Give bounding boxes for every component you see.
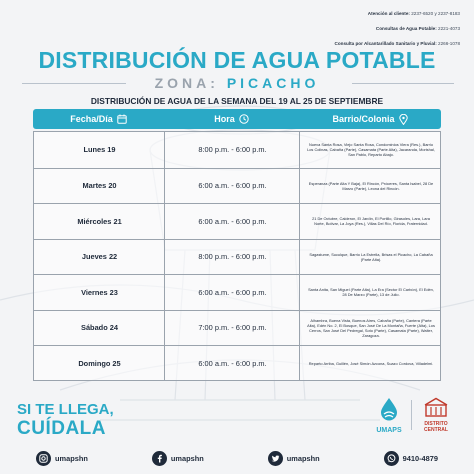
distribution-table (33, 109, 441, 381)
umaps-logo-text: UMAPS (376, 427, 402, 434)
hour-cell: 6:00 a.m. - 6:00 p.m. (198, 216, 267, 226)
whatsapp-icon (384, 451, 399, 466)
social-instagram[interactable] (36, 451, 88, 466)
location-pin-icon (399, 114, 408, 125)
social-footer (0, 442, 474, 474)
social-twitter[interactable] (268, 451, 320, 466)
hour-cell: 8:00 p.m. - 6:00 p.m. (198, 145, 267, 155)
table-row (34, 132, 440, 168)
header-hour (164, 109, 299, 129)
social-facebook[interactable] (152, 451, 204, 466)
day-cell: Lunes 19 (83, 145, 116, 155)
hour-cell: 6:00 a.m. - 6:00 p.m. (198, 287, 267, 297)
distrito-central-logo (416, 397, 456, 433)
week-subtitle: DISTRIBUCIÓN DE AGUA DE LA SEMANA DEL 19 AL 25 DE SEPTIEMBRE (90, 96, 384, 106)
city-hall-logo-icon (424, 397, 448, 417)
header-neighborhood (299, 109, 441, 129)
table-header (33, 109, 441, 129)
distrito-logo-line-2: CENTRAL (424, 426, 448, 433)
day-cell: Martes 20 (82, 181, 117, 191)
neighborhood-cell: 21 De Octubre, Calderon, El Jardín, El Portillo, Girasoles, Lara, Lara Norte, Bolívar, La Joya (Res.), Villas Del Río, Florida, Fraternidad. (312, 216, 430, 227)
table-row (34, 310, 440, 346)
twitter-icon (268, 451, 283, 466)
contact-sewer: Consulta por Alcantarillado Sanitario y Pluvial: 2266-1078 (334, 41, 460, 46)
facebook-icon (152, 451, 167, 466)
social-whatsapp[interactable] (384, 451, 438, 466)
neighborhood-cell: Nueva Santa Rosa, Viejo Santa Rosa, Condominios Viera (Res.), Barrio Los Colinas, Cabaña (Parte), Casamata (Parte Alta), Jacaranda, Morishal, San Pablo, Reparto Abajo. (307, 142, 435, 158)
slogan-line-1: SI TE LLEGA, (17, 401, 114, 418)
hour-cell: 7:00 p.m. - 6:00 p.m. (198, 323, 267, 333)
twitter-handle: umapshn (286, 453, 320, 463)
instagram-handle: umapshn (55, 453, 88, 463)
whatsapp-number: 9410-4879 (402, 453, 438, 463)
slogan (17, 400, 114, 438)
table-row (34, 345, 440, 381)
neighborhood-cell: Sagastume, Suculque, Barrio La Estrella, Brisas el Picacho, La Cabaña (Parte Alta). (309, 251, 433, 262)
calendar-icon (117, 114, 127, 124)
day-cell: Domingo 25 (78, 358, 121, 368)
table-row (34, 239, 440, 275)
table-row (34, 168, 440, 204)
clock-icon (239, 114, 249, 124)
distrito-logo-line-1: DISTRITO (424, 421, 448, 427)
instagram-icon (36, 451, 51, 466)
logo-divider (411, 400, 412, 430)
table-row (34, 274, 440, 310)
zone-name: PICACHO (226, 75, 320, 91)
zone-heading (0, 74, 474, 92)
neighborhood-cell: Alhambra, Buena Vista, Buenos Aires, Cabaña (Parte), Cantera (Parte Alta), Edén No. 2, El Bosque, San José De La Montaña, Fuerte (Alta), Los Cerros, San José Del Pedregal, Soto (Parte), Casamata (Parte), Walter, Zaragoza. (307, 317, 435, 338)
day-cell: Sábado 24 (81, 323, 118, 333)
hour-cell: 6:00 a.m. - 6:00 p.m. (198, 358, 267, 368)
neighborhood-cell: Santa Anita, San Miguel (Parte Alta), La Era (Sector El Carbón), El Edén, 28 De Marzo (Parte), 13 de Julio. (308, 287, 434, 298)
page-title: DISTRIBUCIÓN DE AGUA POTABLE (38, 47, 436, 73)
table-row (34, 203, 440, 239)
contact-potable-water: Consultas de Agua Potable: 2221-4073 (375, 26, 460, 31)
header-date (33, 109, 164, 129)
contact-customer-service: Atención al cliente: 2237-6520 y 2237-8183 (367, 11, 460, 16)
zone-label: ZONA: (154, 75, 219, 91)
slogan-line-2: CUÍDALA (17, 418, 106, 439)
umaps-logo (372, 397, 406, 434)
table-body (33, 131, 441, 381)
water-drop-logo-icon (378, 397, 400, 421)
header-hour-label: Hora (214, 114, 235, 124)
hour-cell: 8:00 p.m. - 6:00 p.m. (198, 252, 267, 262)
header-neighborhood-label: Barrio/Colonia (332, 114, 395, 124)
day-cell: Viernes 23 (81, 287, 118, 297)
day-cell: Jueves 22 (81, 252, 118, 262)
neighborhood-cell: Reparto Arriba, Guillén, José Simón Azcona, Suazo Cordova, Villadelmi. (308, 360, 434, 366)
day-cell: Miércoles 21 (77, 216, 122, 226)
facebook-handle: umapshn (170, 453, 204, 463)
contact-info (200, 6, 460, 51)
hour-cell: 6:00 a.m. - 6:00 p.m. (198, 181, 267, 191)
header-date-label: Fecha/Día (70, 114, 113, 124)
neighborhood-cell: Esperanza (Parte Alta Y Baja), El Rincón, Próceres, Santa Isabel, 28 De Marzo (Parte), Leona del Rincón. (308, 180, 434, 191)
